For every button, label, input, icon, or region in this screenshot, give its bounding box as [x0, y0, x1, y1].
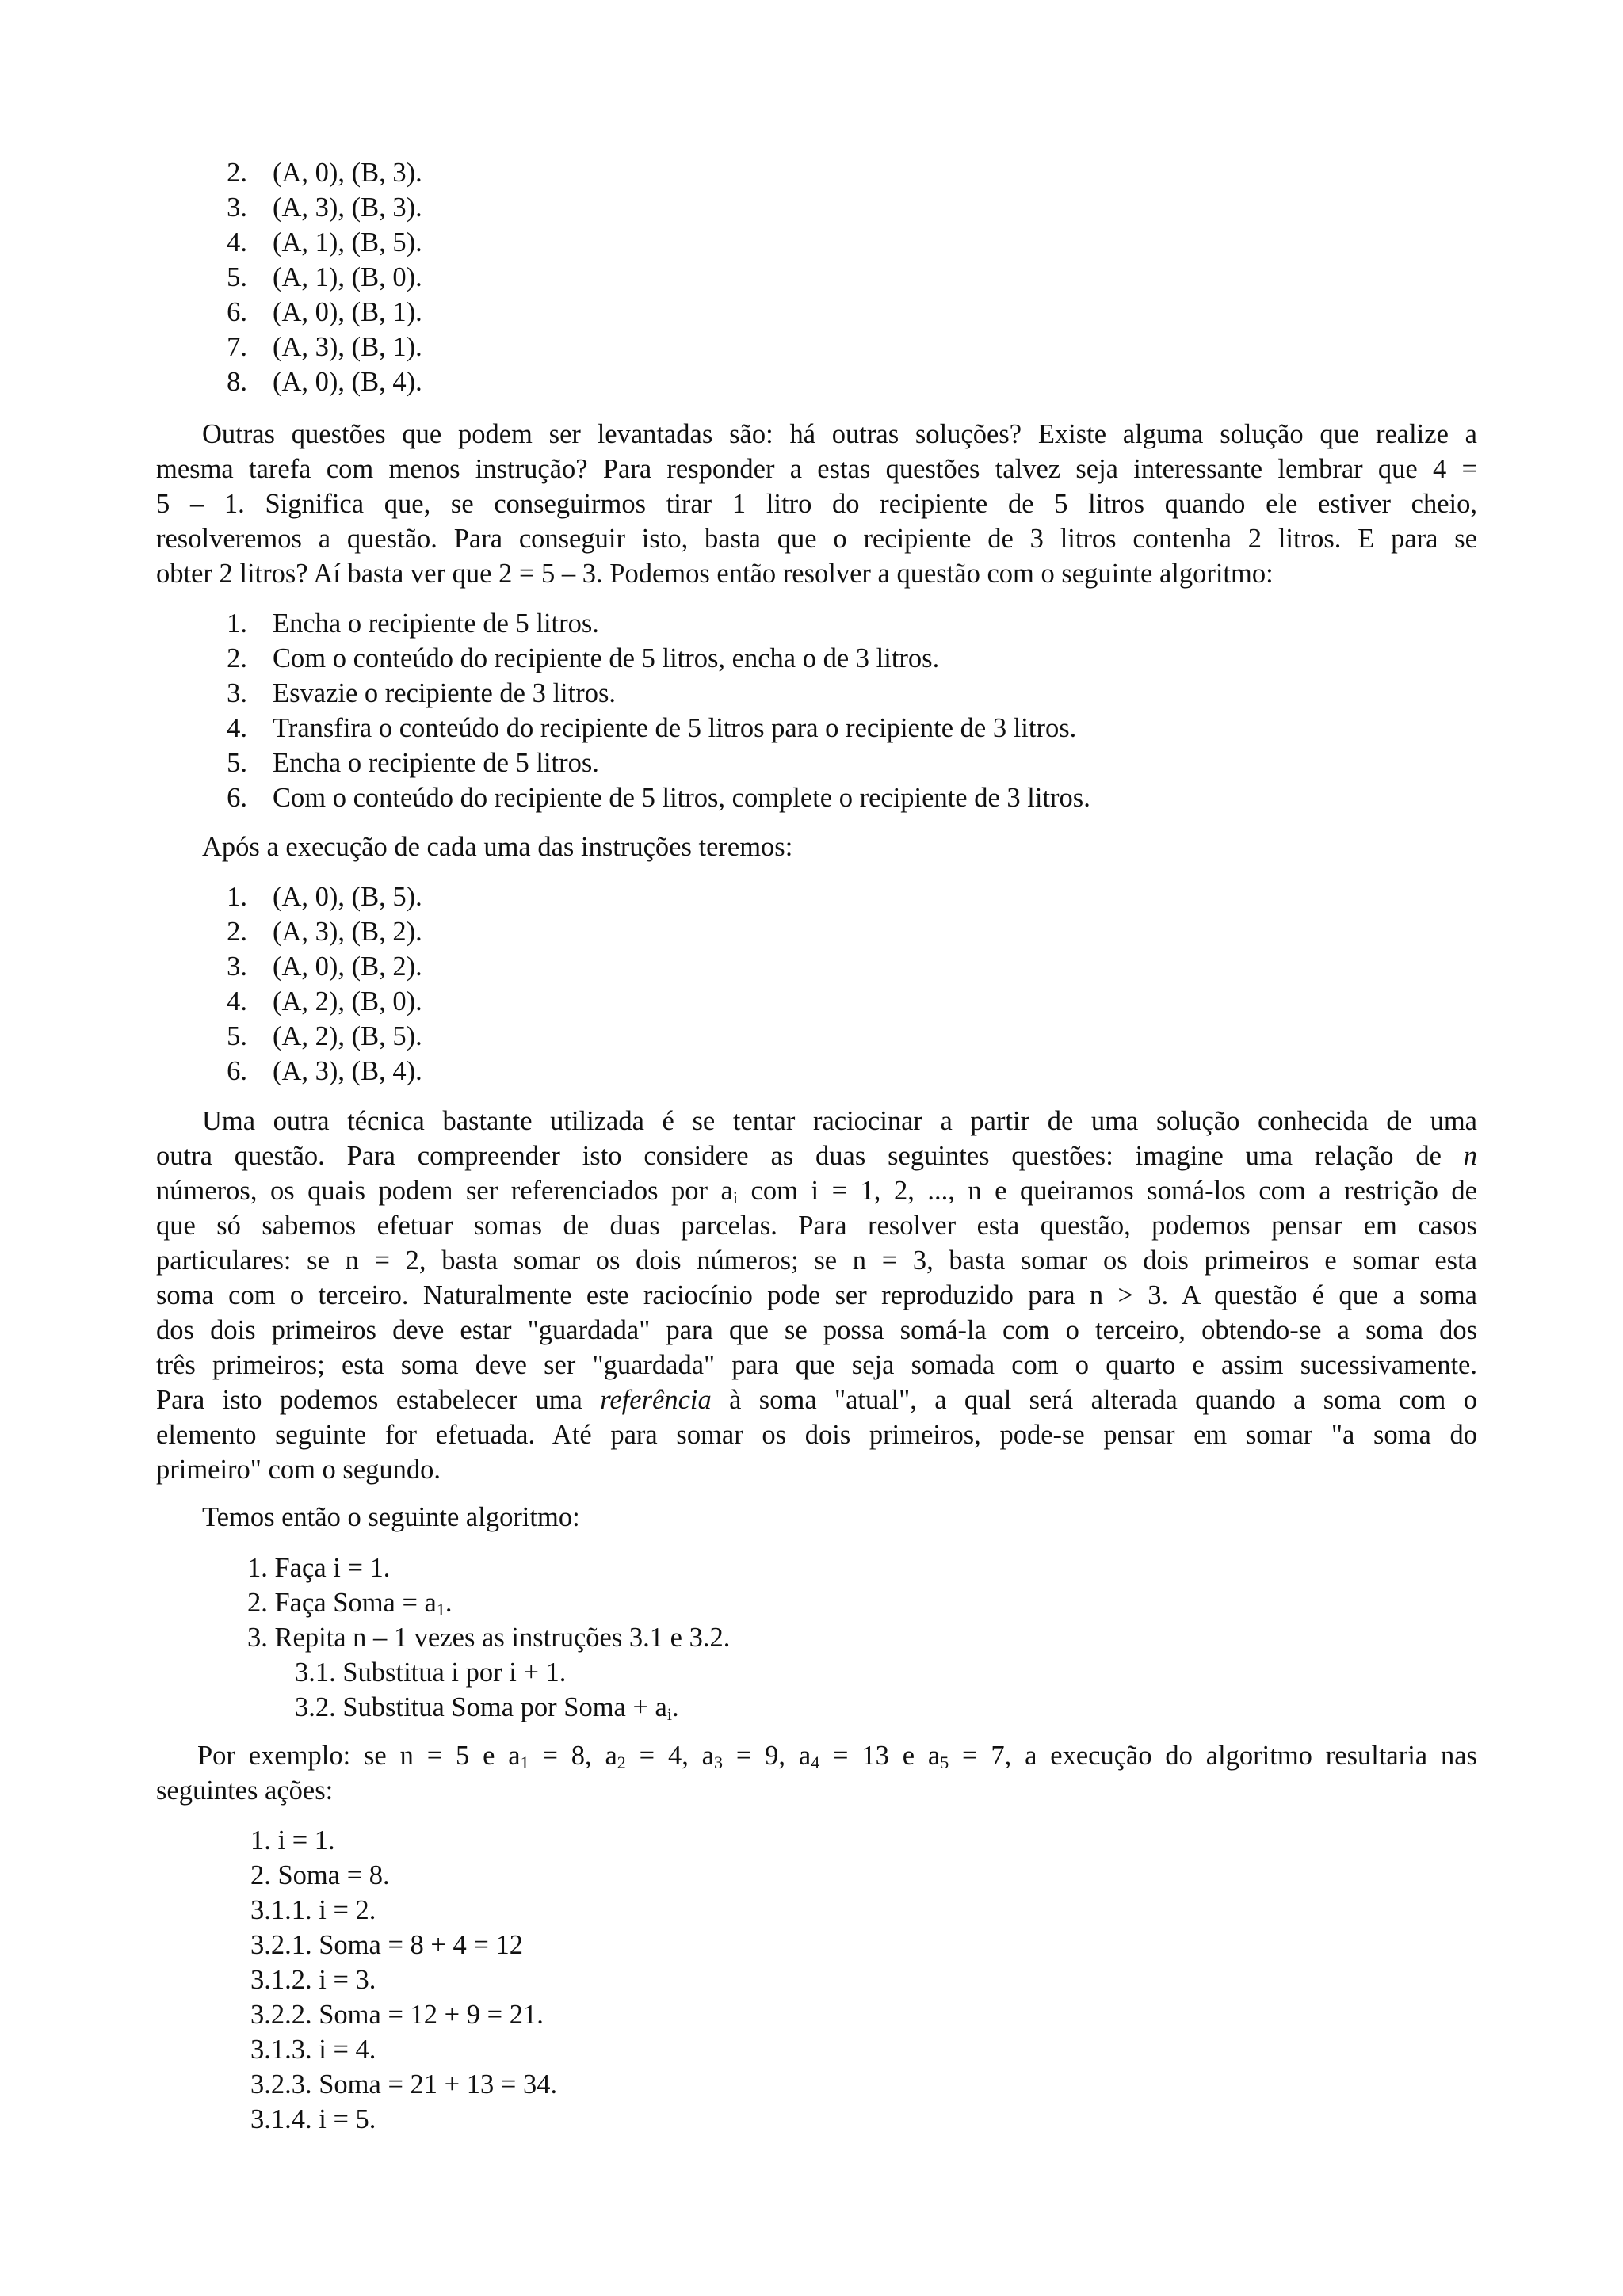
- trace-step: 3.1.2. i = 3.: [250, 1965, 376, 1995]
- algorithm-step: 1. Faça i = 1.: [247, 1553, 391, 1583]
- trace-step: 3.2.2. Soma = 12 + 9 = 21.: [250, 2000, 544, 2030]
- list-item: [202, 780, 1090, 815]
- item-number: 4.: [227, 227, 247, 257]
- item-number: 3.: [227, 952, 247, 982]
- item-number: 1.: [227, 608, 247, 639]
- item-text: Com o conteúdo do recipiente de 5 litros, encha o de 3 litros.: [273, 643, 940, 673]
- text-run: Para isto podemos estabelecer uma: [156, 1385, 601, 1415]
- item-number: 5.: [227, 262, 247, 292]
- list-item: [202, 914, 422, 949]
- algorithm-step: 3. Repita n – 1 vezes as instruções 3.1 e 3.2.: [247, 1623, 731, 1653]
- paragraph-algorithm-intro: Temos então o seguinte algoritmo:: [202, 1502, 580, 1532]
- item-number: 3.: [227, 193, 247, 223]
- paragraph-line: [156, 1383, 1477, 1417]
- text-run: = 4, a: [625, 1741, 714, 1771]
- list-item: [202, 641, 1090, 676]
- list-item: [202, 711, 1090, 746]
- subscript: 1: [520, 1753, 529, 1772]
- item-number: 4.: [227, 713, 247, 743]
- subscript: 1: [436, 1600, 445, 1619]
- list-item: [202, 1019, 422, 1054]
- item-text: (A, 3), (B, 3).: [273, 193, 422, 223]
- item-number: 4.: [227, 986, 247, 1016]
- trace-step: 3.1.3. i = 4.: [250, 2035, 376, 2065]
- item-text: (A, 2), (B, 5).: [273, 1021, 422, 1051]
- text-run: números, os quais podem ser referenciados por a: [156, 1176, 733, 1206]
- list-item: [202, 260, 422, 295]
- item-text: (A, 1), (B, 0).: [273, 262, 422, 292]
- paragraph-another-technique: [156, 1104, 1477, 1487]
- paragraph-line: obter 2 litros? Aí basta ver que 2 = 5 – 3. Podemos então resolver a questão com o seguinte algoritmo:: [156, 559, 1274, 589]
- paragraph-other-questions: [156, 417, 1477, 591]
- text-run: = 9, a: [723, 1741, 812, 1771]
- subscript: 3: [714, 1753, 723, 1772]
- italic-term: referência: [600, 1385, 712, 1415]
- paragraph-line: elemento seguinte for efetuada. Até para somar os dois primeiros, pode-se pensar em somar "a soma do: [156, 1420, 1477, 1450]
- item-number: 7.: [227, 332, 247, 362]
- item-number: 6.: [227, 297, 247, 327]
- item-text: (A, 1), (B, 5).: [273, 227, 422, 257]
- list-item: [202, 1054, 422, 1089]
- paragraph-line: Outras questões que podem ser levantadas são: há outras soluções? Existe alguma solução que realize a: [202, 419, 1477, 449]
- item-text: (A, 0), (B, 1).: [273, 297, 422, 327]
- list-item: [202, 330, 422, 364]
- item-number: 2.: [227, 917, 247, 947]
- paragraph-line: [156, 1738, 1477, 1773]
- algorithm-step: [247, 1585, 730, 1620]
- item-text: Esvazie o recipiente de 3 litros.: [273, 678, 617, 708]
- list-item: [202, 295, 422, 330]
- item-text: (A, 2), (B, 0).: [273, 986, 422, 1016]
- list-item: [202, 746, 1090, 780]
- text-run: à soma "atual", a qual será alterada quando a soma com o: [711, 1385, 1477, 1415]
- item-number: 5.: [227, 748, 247, 778]
- paragraph-line: [156, 1173, 1477, 1208]
- trace-step: 2. Soma = 8.: [250, 1860, 390, 1890]
- list-item: [202, 606, 1090, 641]
- algorithm-substep: 3.1. Substitua i por i + 1.: [295, 1657, 567, 1688]
- list-item: [202, 949, 422, 984]
- subscript: 5: [940, 1753, 949, 1772]
- item-text: (A, 3), (B, 1).: [273, 332, 422, 362]
- paragraph-line: particulares: se n = 2, basta somar os dois números; se n = 3, basta somar os dois primeiros e somar esta: [156, 1245, 1477, 1276]
- sum-algorithm: [247, 1550, 730, 1725]
- paragraph-line: primeiro" com o segundo.: [156, 1455, 441, 1485]
- text-run: .: [672, 1692, 679, 1722]
- text-run: com i = 1, 2, ..., n e queiramos somá-los com a restrição de: [738, 1176, 1478, 1206]
- item-number: 1.: [227, 882, 247, 912]
- execution-trace: [250, 1823, 557, 2137]
- item-number: 6.: [227, 1056, 247, 1086]
- item-number: 2.: [227, 643, 247, 673]
- subscript: 2: [617, 1753, 626, 1772]
- trace-step: 3.1.4. i = 5.: [250, 2104, 376, 2134]
- paragraph-line: 5 – 1. Significa que, se conseguirmos tirar 1 litro do recipiente de 5 litros quando ele estiver cheio,: [156, 489, 1477, 519]
- paragraph-line: [156, 1138, 1477, 1173]
- item-text: (A, 0), (B, 2).: [273, 952, 422, 982]
- text-run: outra questão. Para compreender isto considere as duas seguintes questões: imagine uma relação de: [156, 1141, 1464, 1171]
- item-number: 8.: [227, 367, 247, 397]
- item-number: 3.: [227, 678, 247, 708]
- trace-step: 1. i = 1.: [250, 1825, 335, 1855]
- item-text: (A, 3), (B, 2).: [273, 917, 422, 947]
- state-list-2: [202, 879, 422, 1089]
- item-text: Com o conteúdo do recipiente de 5 litros, complete o recipiente de 3 litros.: [273, 783, 1090, 813]
- paragraph-line: mesma tarefa com menos instrução? Para responder a estas questões talvez seja interessante lembrar que 4 =: [156, 454, 1477, 484]
- item-number: 2.: [227, 158, 247, 188]
- list-item: [202, 984, 422, 1019]
- text-run: 3.2. Substitua Soma por Soma + a: [295, 1692, 667, 1722]
- paragraph-line: soma com o terceiro. Naturalmente este raciocínio pode ser reproduzido para n > 3. A questão é que a soma: [156, 1280, 1477, 1310]
- italic-variable: n: [1463, 1141, 1477, 1171]
- paragraph-line: que só sabemos efetuar somas de duas parcelas. Para resolver esta questão, podemos pensar em casos: [156, 1211, 1477, 1241]
- item-text: (A, 0), (B, 3).: [273, 158, 422, 188]
- subscript: i: [666, 1704, 672, 1724]
- text-run: = 7, a execução do algoritmo resultaria nas: [949, 1741, 1477, 1771]
- paragraph-after-execution: Após a execução de cada uma das instruções teremos:: [202, 832, 793, 862]
- algorithm-substep: [247, 1690, 730, 1725]
- list-item: [202, 190, 422, 225]
- paragraph-line: dos dois primeiros deve estar "guardada" para que se possa somá-la com o terceiro, obtendo-se a soma dos: [156, 1315, 1477, 1345]
- item-text: (A, 3), (B, 4).: [273, 1056, 422, 1086]
- paragraph-line: Uma outra técnica bastante utilizada é se tentar raciocinar a partir de uma solução conhecida de uma: [202, 1106, 1477, 1136]
- list-item: [202, 155, 422, 190]
- trace-step: 3.2.1. Soma = 8 + 4 = 12: [250, 1930, 523, 1960]
- state-list-1: [202, 155, 422, 399]
- subscript: i: [732, 1188, 738, 1207]
- subscript: 4: [811, 1753, 820, 1772]
- list-item: [202, 676, 1090, 711]
- item-text: Encha o recipiente de 5 litros.: [273, 748, 599, 778]
- text-run: .: [445, 1588, 453, 1618]
- paragraph-line: três primeiros; esta soma deve ser "guardada" para que seja somada com o quarto e assim sucessivamente.: [156, 1350, 1477, 1380]
- text-run: = 13 e a: [819, 1741, 941, 1771]
- paragraph-line: seguintes ações:: [156, 1775, 334, 1806]
- list-item: [202, 879, 422, 914]
- item-number: 5.: [227, 1021, 247, 1051]
- trace-step: 3.2.3. Soma = 21 + 13 = 34.: [250, 2069, 558, 2100]
- algorithm-list: [202, 606, 1090, 815]
- list-item: [202, 225, 422, 260]
- item-number: 6.: [227, 783, 247, 813]
- text-run: = 8, a: [529, 1741, 617, 1771]
- trace-step: 3.1.1. i = 2.: [250, 1895, 376, 1925]
- text-run: Por exemplo: se n = 5 e a: [197, 1741, 521, 1771]
- item-text: (A, 0), (B, 5).: [273, 882, 422, 912]
- paragraph-example: [156, 1738, 1477, 1808]
- item-text: (A, 0), (B, 4).: [273, 367, 422, 397]
- list-item: [202, 364, 422, 399]
- item-text: Encha o recipiente de 5 litros.: [273, 608, 599, 639]
- paragraph-line: resolveremos a questão. Para conseguir isto, basta que o recipiente de 3 litros contenha 2 litros. E para se: [156, 524, 1477, 554]
- text-run: 2. Faça Soma = a: [247, 1588, 437, 1618]
- item-text: Transfira o conteúdo do recipiente de 5 litros para o recipiente de 3 litros.: [273, 713, 1077, 743]
